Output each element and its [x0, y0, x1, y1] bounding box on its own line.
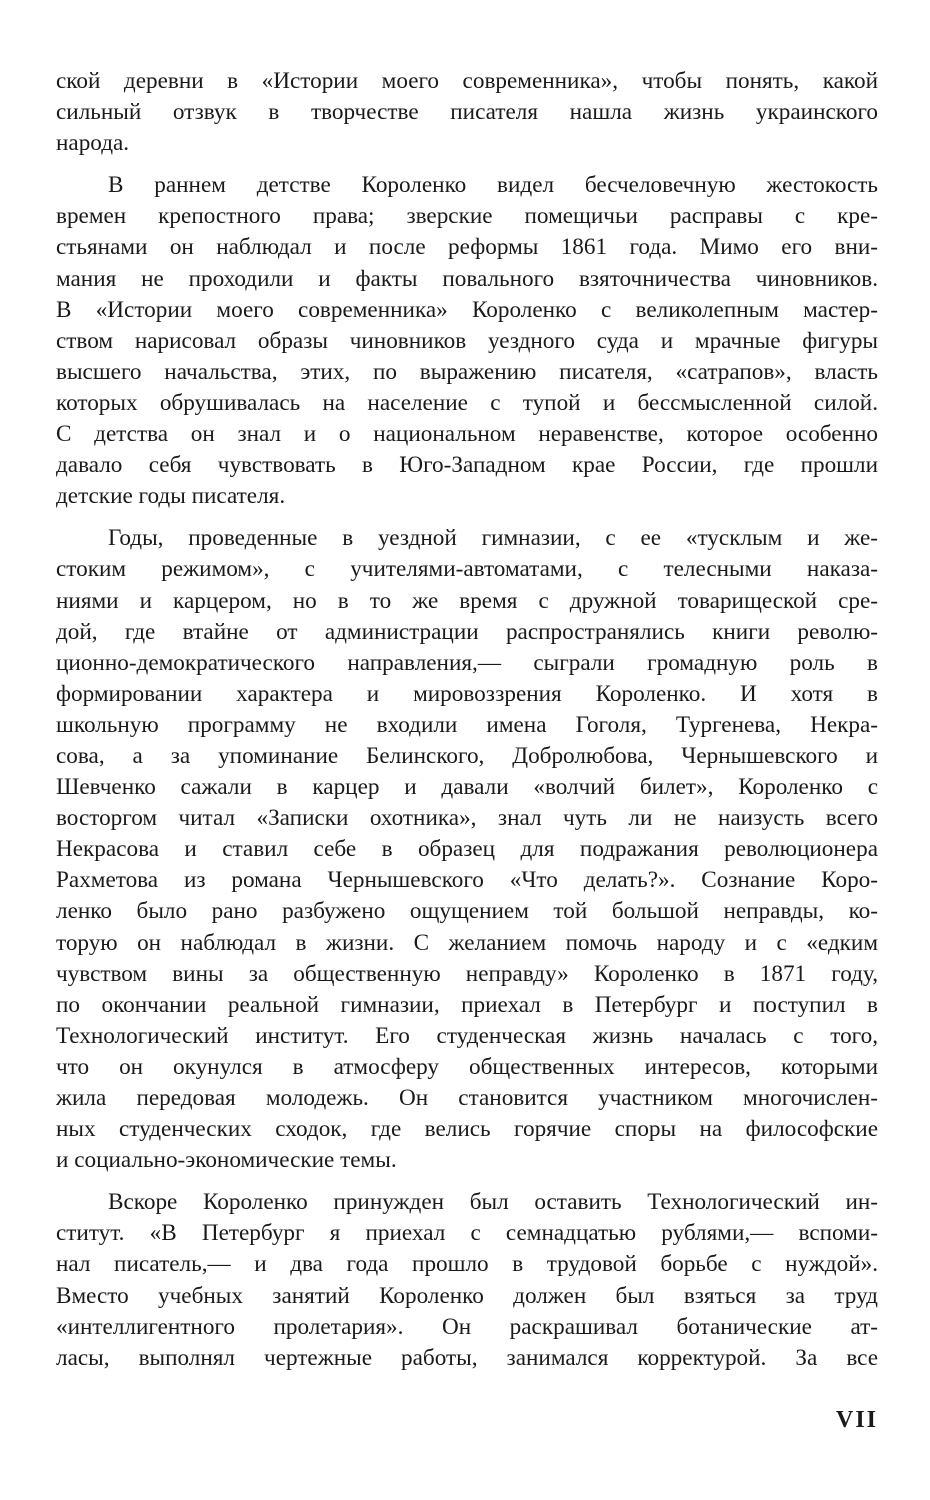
text-line: нал писатель,— и два года прошло в трудовой борьбе с нуждой». — [56, 1251, 878, 1278]
text-line: сова, а за упоминание Белинского, Добролюбова, Чернышевского и — [56, 742, 878, 769]
text-line: С детства он знал и о национальном неравенстве, которое особенно — [56, 421, 878, 448]
text-line: что он окунулся в атмосферу общественных интересов, которыми — [56, 1053, 878, 1080]
page-body — [56, 66, 878, 1385]
text-line: Вскоре Короленко принужден был оставить Технологический ин- — [108, 1189, 878, 1216]
text-line: ститут. «В Петербург я приехал с семнадцатью рублями,— вспоми- — [56, 1220, 878, 1247]
paragraph — [56, 66, 878, 159]
text-line: ниями и карцером, но в то же время с дружной товарищеской сре- — [56, 587, 878, 614]
text-line: торую он наблюдал в жизни. С желанием помочь народу и с «едким — [56, 929, 878, 956]
text-line: В раннем детстве Короленко видел бесчеловечную жестокость — [108, 172, 878, 199]
text-line: детские годы писателя. — [56, 483, 286, 510]
text-line: школьную программу не входили имена Гоголя, Тургенева, Некра- — [56, 711, 878, 738]
text-line: мания не проходили и факты повального взяточничества чиновников. — [56, 265, 878, 292]
text-line: Годы, проведенные в уездной гимназии, с ее «тусклым и же- — [108, 525, 878, 552]
text-line: ционно-демократического направления,— сыграли громадную роль в — [56, 649, 878, 676]
text-line: стоким режимом», с учителями-автоматами, с телесными наказа- — [56, 556, 878, 583]
text-line: чувством вины за общественную неправду» Короленко в 1871 году, — [56, 960, 878, 987]
text-line: стьянами он наблюдал и после реформы 1861 года. Мимо его вни- — [56, 234, 878, 261]
text-line: Некрасова и ставил себе в образец для подражания революционера — [56, 836, 878, 863]
text-line: В «Истории моего современника» Короленко с великолепным мастер- — [56, 296, 878, 323]
text-line: давало себя чувствовать в Юго-Западном крае России, где прошли — [56, 452, 878, 479]
paragraph — [56, 523, 878, 1176]
text-line: «интеллигентного пролетария». Он раскрашивал ботанические ат- — [56, 1313, 878, 1340]
text-line: восторгом читал «Записки охотника», знал чуть ли не наизусть всего — [56, 805, 878, 832]
text-line: ством нарисовал образы чиновников уездного суда и мрачные фигуры — [56, 327, 878, 354]
text-line: которых обрушивалась на население с тупой и бессмысленной силой. — [56, 389, 878, 416]
page-number: VII — [835, 1407, 878, 1433]
text-line: ных студенческих сходок, где велись горячие споры на философские — [56, 1116, 878, 1143]
text-line: сильный отзвук в творчестве писателя нашла жизнь украинского — [56, 99, 878, 126]
text-line: народа. — [56, 130, 130, 157]
text-line: ласы, выполнял чертежные работы, занимался корректурой. За все — [56, 1344, 878, 1371]
text-line: Технологический институт. Его студенческая жизнь началась с того, — [56, 1022, 878, 1049]
text-line: формировании характера и мировоззрения Короленко. И хотя в — [56, 680, 878, 707]
text-line: Рахметова из романа Чернышевского «Что делать?». Сознание Коро- — [56, 867, 878, 894]
text-line: времен крепостного права; зверские помещичьи расправы с кре- — [56, 203, 878, 230]
paragraph — [56, 170, 878, 512]
text-line: по окончании реальной гимназии, приехал в Петербург и поступил в — [56, 991, 878, 1018]
text-line: и социально-экономические темы. — [56, 1147, 397, 1174]
text-line: Вместо учебных занятий Короленко должен был взяться за труд — [56, 1282, 878, 1309]
text-line: Шевченко сажали в карцер и давали «волчий билет», Короленко с — [56, 774, 878, 801]
text-line: дой, где втайне от администрации распространялись книги револю- — [56, 618, 878, 645]
text-line: ской деревни в «Истории моего современника», чтобы понять, какой — [56, 68, 878, 94]
text-line: жила передовая молодежь. Он становится участником многочислен- — [56, 1085, 878, 1111]
paragraph — [56, 1187, 878, 1374]
text-line: высшего начальства, этих, по выражению писателя, «сатрапов», власть — [56, 358, 878, 385]
text-line: ленко было рано разбужено ощущением той большой неправды, ко- — [56, 898, 878, 925]
